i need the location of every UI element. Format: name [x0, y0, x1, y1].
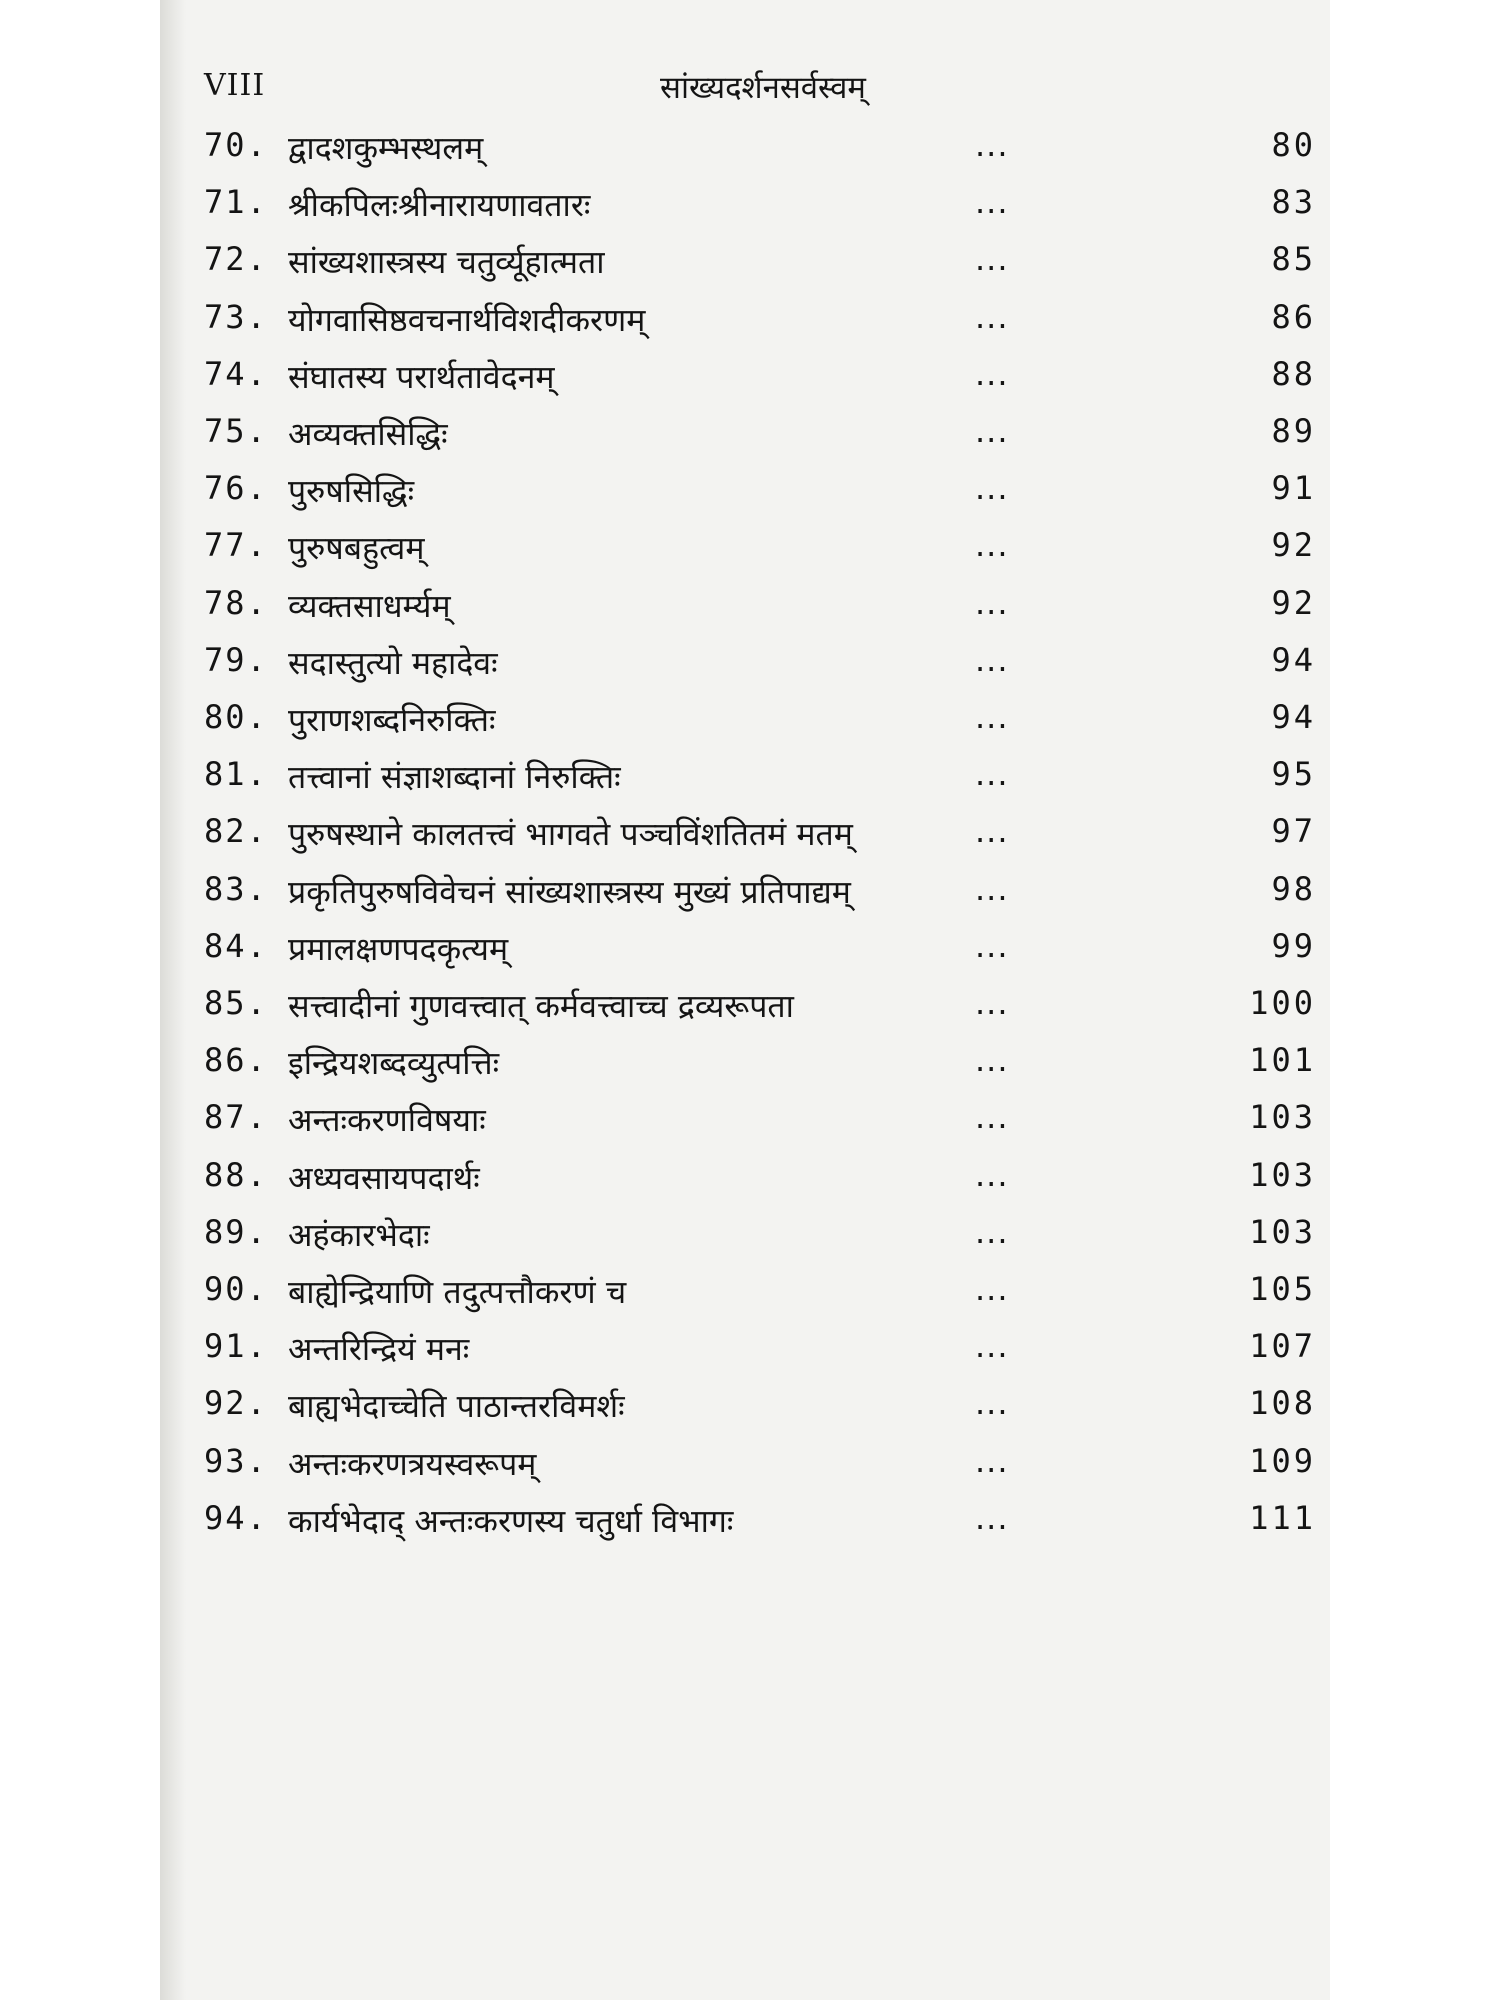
toc-entry — [160, 584, 1330, 640]
toc-entry-leader: ... — [975, 869, 1009, 908]
toc-entry-number: 92. — [204, 1384, 268, 1423]
toc-entry-title: सांख्यशास्त्रस्य चतुर्व्यूहात्मता — [288, 243, 605, 282]
toc-entry-page: 97 — [1271, 812, 1316, 851]
toc-entry — [160, 412, 1330, 468]
toc-entry-title: प्रकृतिपुरुषविवेचनं सांख्यशास्त्रस्य मुख्यं प्रतिपाद्यम् — [288, 872, 851, 911]
toc-entry-page: 89 — [1271, 412, 1316, 450]
toc-entry — [160, 1384, 1330, 1440]
toc-entry-page: 91 — [1271, 469, 1316, 508]
toc-entry-number: 73. — [204, 297, 268, 336]
toc-entry-title: पुरुषस्थाने कालतत्त्वं भागवते पञ्चविंशतितमं मतम् — [288, 815, 853, 854]
toc-entry-page: 83 — [1271, 183, 1316, 222]
toc-entry-leader: ... — [975, 1212, 1009, 1251]
toc-entry-leader: ... — [975, 926, 1009, 965]
toc-entry-page: 108 — [1249, 1384, 1316, 1423]
toc-entry-title: पुरुषसिद्धिः — [288, 472, 415, 511]
toc-entry-title: अव्यक्तसिद्धिः — [288, 415, 448, 453]
toc-entry-title: अन्तःकरणविषयाः — [288, 1101, 486, 1140]
toc-entry-title: व्यक्तसाधर्म्यम् — [288, 586, 451, 625]
toc-entry — [160, 1499, 1330, 1555]
toc-entry — [160, 1442, 1330, 1498]
toc-entry — [160, 240, 1330, 296]
toc-entry-title: बाह्येन्द्रियाणि तदुत्पत्तौकरणं च — [288, 1273, 627, 1311]
toc-entry-leader: ... — [975, 126, 1009, 164]
toc-entry-leader: ... — [975, 812, 1009, 851]
toc-entry-page: 105 — [1249, 1270, 1316, 1308]
toc-entry-number: 76. — [204, 469, 268, 508]
toc-entry-leader: ... — [975, 469, 1009, 508]
toc-entry-title: बाह्यभेदाच्चेति पाठान्तरविमर्शः — [288, 1387, 625, 1426]
toc-entry-leader: ... — [975, 984, 1009, 1022]
toc-entry — [160, 698, 1330, 754]
toc-entry — [160, 126, 1330, 182]
toc-entry-number: 71. — [204, 183, 268, 222]
toc-entry-number: 86. — [204, 1041, 268, 1080]
toc-entry-title: पुराणशब्दनिरुक्तिः — [288, 701, 496, 739]
toc-entry-title: अन्तःकरणत्रयस्वरूपम् — [288, 1444, 537, 1483]
toc-entry-page: 98 — [1271, 869, 1316, 908]
toc-entry-page: 95 — [1271, 755, 1316, 794]
toc-entry-leader: ... — [975, 412, 1009, 450]
toc-entry — [160, 1156, 1330, 1212]
toc-entry-page: 109 — [1249, 1441, 1316, 1480]
toc-entry — [160, 298, 1330, 354]
toc-entry — [160, 1270, 1330, 1326]
running-book-title: सांख्यदर्शनसर्वस्वम् — [660, 70, 866, 106]
toc-entry-leader: ... — [975, 1098, 1009, 1137]
toc-entry-leader: ... — [975, 640, 1009, 679]
toc-entry-page: 94 — [1271, 640, 1316, 679]
toc-entry — [160, 183, 1330, 239]
toc-entry-number: 90. — [204, 1270, 268, 1308]
toc-entry-number: 81. — [204, 755, 268, 794]
toc-entry-title: अन्तरिन्द्रियं मनः — [288, 1330, 470, 1369]
toc-entry-leader: ... — [975, 354, 1009, 393]
toc-entry — [160, 1098, 1330, 1154]
toc-entry-page: 92 — [1271, 526, 1316, 565]
toc-entry-number: 94. — [204, 1498, 268, 1537]
toc-entry-title: योगवासिष्ठवचनार्थविशदीकरणम् — [288, 300, 646, 339]
toc-entry-number: 83. — [204, 869, 268, 908]
toc-entry-number: 85. — [204, 984, 268, 1022]
toc-entry — [160, 469, 1330, 525]
toc-entry-title: तत्त्वानां संज्ञाशब्दानां निरुक्तिः — [288, 758, 621, 797]
toc-entry-leader: ... — [975, 526, 1009, 565]
table-of-contents — [160, 0, 1330, 2000]
toc-entry-number: 74. — [204, 354, 268, 393]
toc-entry-title: पुरुषबहुत्वम् — [288, 529, 425, 568]
toc-entry-number: 88. — [204, 1155, 268, 1194]
toc-entry-leader: ... — [975, 297, 1009, 336]
toc-entry-number: 79. — [204, 640, 268, 679]
toc-entry-page: 101 — [1249, 1041, 1316, 1080]
toc-entry-number: 89. — [204, 1212, 268, 1251]
toc-entry-leader: ... — [975, 1441, 1009, 1480]
toc-entry-page: 85 — [1271, 240, 1316, 279]
toc-entry-number: 72. — [204, 240, 268, 279]
toc-entry-title: इन्द्रियशब्दव्युत्पत्तिः — [288, 1044, 500, 1083]
toc-entry-leader: ... — [975, 1270, 1009, 1308]
toc-entry-leader: ... — [975, 1041, 1009, 1080]
toc-entry — [160, 1041, 1330, 1097]
toc-entry-leader: ... — [975, 755, 1009, 794]
toc-entry-number: 91. — [204, 1327, 268, 1366]
toc-entry-leader: ... — [975, 183, 1009, 222]
toc-entry-leader: ... — [975, 240, 1009, 279]
toc-entry-number: 70. — [204, 126, 268, 164]
toc-entry-page: 100 — [1249, 984, 1316, 1022]
toc-entry-page: 94 — [1271, 698, 1316, 736]
toc-entry-number: 80. — [204, 698, 268, 736]
toc-entry-page: 99 — [1271, 926, 1316, 965]
toc-entry-title: सदास्तुत्यो महादेवः — [288, 643, 498, 682]
toc-entry — [160, 755, 1330, 811]
toc-entry-page: 88 — [1271, 354, 1316, 393]
toc-entry-number: 82. — [204, 812, 268, 851]
book-page — [160, 0, 1330, 2000]
toc-entry-number: 78. — [204, 583, 268, 622]
toc-entry — [160, 1213, 1330, 1269]
toc-entry-title: कार्यभेदाद् अन्तःकरणस्य चतुर्धा विभागः — [288, 1501, 734, 1540]
toc-entry-leader: ... — [975, 1327, 1009, 1366]
toc-entry-number: 75. — [204, 412, 268, 450]
toc-entry-leader: ... — [975, 1155, 1009, 1194]
toc-entry-page: 92 — [1271, 583, 1316, 622]
page-number-roman: VIII — [204, 68, 266, 103]
toc-entry-number: 77. — [204, 526, 268, 565]
toc-entry-title: द्वादशकुम्भस्थलम् — [288, 129, 484, 167]
toc-entry — [160, 870, 1330, 926]
toc-entry-title: संघातस्य परार्थतावेदनम् — [288, 357, 555, 396]
toc-entry-leader: ... — [975, 698, 1009, 736]
toc-entry — [160, 641, 1330, 697]
toc-entry — [160, 984, 1330, 1040]
toc-entry — [160, 526, 1330, 582]
toc-entry-number: 84. — [204, 926, 268, 965]
toc-entry-page: 80 — [1271, 126, 1316, 164]
toc-entry-page: 107 — [1249, 1327, 1316, 1366]
toc-entry-title: श्रीकपिलःश्रीनारायणावतारः — [288, 186, 591, 225]
toc-entry-title: अध्यवसायपदार्थः — [288, 1158, 480, 1197]
toc-entry-page: 86 — [1271, 297, 1316, 336]
toc-entry-page: 103 — [1249, 1098, 1316, 1137]
toc-entry — [160, 812, 1330, 868]
toc-entry-leader: ... — [975, 583, 1009, 622]
toc-entry-page: 103 — [1249, 1212, 1316, 1251]
toc-entry-title: प्रमालक्षणपदकृत्यम् — [288, 929, 509, 968]
toc-entry-title: अहंकारभेदाः — [288, 1215, 430, 1254]
toc-entry-title: सत्त्वादीनां गुणवत्त्वात् कर्मवत्त्वाच्च द्रव्यरूपता — [288, 987, 794, 1025]
toc-entry — [160, 355, 1330, 411]
toc-entry-number: 93. — [204, 1441, 268, 1480]
toc-entry — [160, 927, 1330, 983]
toc-entry-page: 111 — [1249, 1498, 1316, 1537]
toc-entry — [160, 1327, 1330, 1383]
toc-entry-leader: ... — [975, 1384, 1009, 1423]
toc-entry-number: 87. — [204, 1098, 268, 1137]
toc-entry-leader: ... — [975, 1498, 1009, 1537]
toc-entry-page: 103 — [1249, 1155, 1316, 1194]
